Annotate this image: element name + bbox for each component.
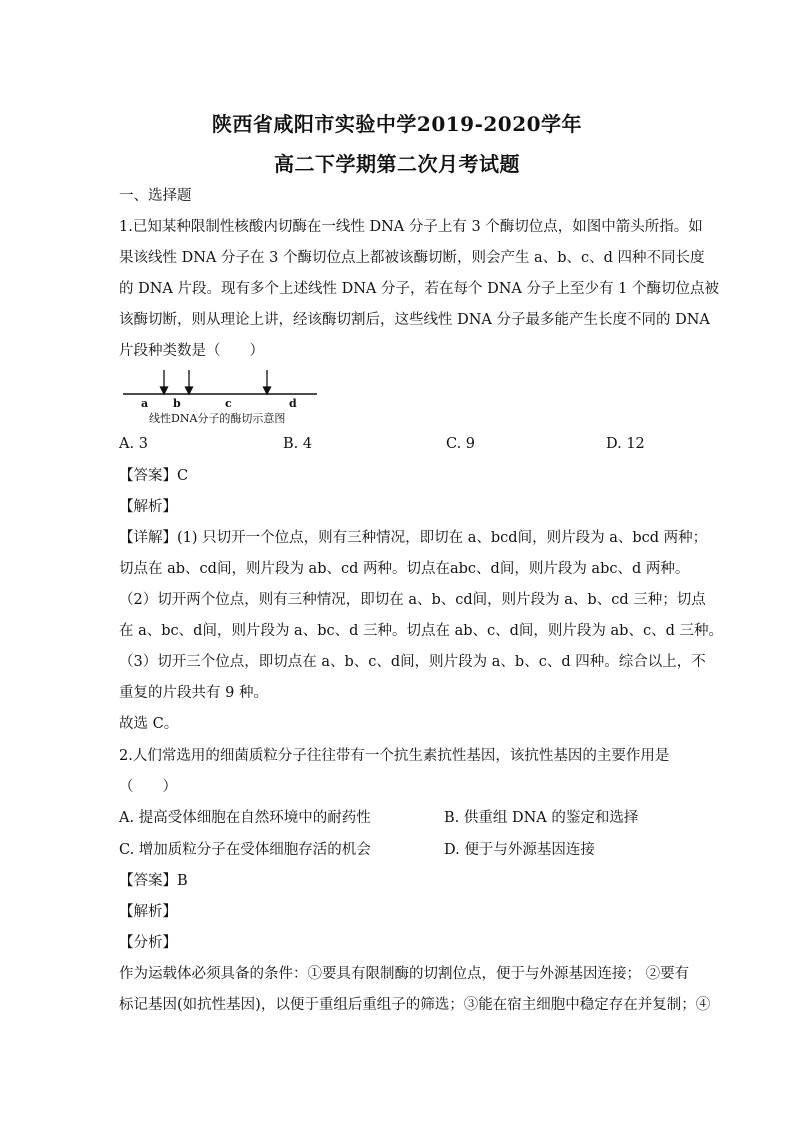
section-heading: 一、选择题 <box>119 188 192 204</box>
q2-fenxi-line: 标记基因(如抗性基因)，以便于重组后重组子的筛选；③能在宿主细胞中稳定存在并复制；④ <box>119 997 711 1013</box>
q2-answer: 【答案】B <box>119 873 188 889</box>
q1-option-b: B. 4 <box>283 436 313 452</box>
q2-option-c: C. 增加质粒分子在受体细胞存活的机会 <box>119 842 371 858</box>
q1-option-d: D. 12 <box>606 436 645 452</box>
q2-text-line: （ ） <box>119 779 177 795</box>
arrow-head <box>186 387 193 394</box>
q1-text-line: 1.已知某种限制性核酸内切酶在一线性 DNA 分子上有 3 个酶切位点，如图中箭头所指。如 <box>119 219 703 235</box>
q2-text-line: 2.人们常选用的细菌质粒分子往往带有一个抗生素抗性基因，该抗性基因的主要作用是 <box>119 748 670 764</box>
q1-detail-line: 在 a、bc、d间，则片段为 a、bc、d 三种。切点在 ab、c、d间，则片段为 ab、c、d 三种。 <box>119 623 723 639</box>
q1-detail-line: （2）切开两个位点，则有三种情况，即切在 a、b、cd间，则片段为 a、b、cd 三种；切点 <box>119 592 706 608</box>
arrow-head <box>161 387 168 394</box>
q1-text-line: 该酶切断，则从理论上讲，经该酶切割后，这些线性 DNA 分子最多能产生长度不同的 DNA <box>119 312 710 328</box>
q2-option-a: A. 提高受体细胞在自然环境中的耐药性 <box>119 810 371 826</box>
q1-text-line: 的 DNA 片段。现有多个上述线性 DNA 分子，若在每个 DNA 分子上至少有 1 个酶切位点被 <box>119 281 719 297</box>
q1-text-line: 果该线性 DNA 分子在 3 个酶切位点上都被该酶切断，则会产生 a、b、c、d 四种不同长度 <box>119 250 705 266</box>
exam-title-line2: 高二下学期第二次月考试题 <box>274 152 520 176</box>
q2-option-d: D. 便于与外源基因连接 <box>444 842 595 858</box>
q2-fenxi-label: 【分析】 <box>119 935 177 951</box>
segment-label-a: a <box>141 397 149 410</box>
q1-detail-line: 故选 C。 <box>119 716 179 732</box>
q1-detail-line: 切点在 ab、cd间，则片段为 ab、cd 两种。切点在abc、d间，则片段为 abc、d 两种。 <box>119 561 690 577</box>
arrow-head <box>264 387 271 394</box>
segment-label-b: b <box>173 397 181 410</box>
diagram-caption: 线性DNA分子的酶切示意图 <box>149 412 286 425</box>
q1-detail-line: （3）切开三个位点，即切点在 a、b、c、d间，则片段为 a、b、c、d 四种。综合以上，不 <box>119 654 706 670</box>
q1-option-a: A. 3 <box>119 436 148 452</box>
q2-fenxi-line: 作为运载体必须具备的条件：①要具有限制酶的切割位点，便于与外源基因连接； ②要有 <box>119 966 690 982</box>
q1-answer: 【答案】C <box>119 468 189 484</box>
q1-analysis-label: 【解析】 <box>119 499 177 515</box>
q1-option-c: C. 9 <box>446 436 476 452</box>
segment-label-c: c <box>225 397 232 410</box>
q1-detail-line: 【详解】(1) 只切开一个位点，则有三种情况，即切在 a、bcd间，则片段为 a、bcd 两种； <box>119 530 708 546</box>
q2-option-b: B. 供重组 DNA 的鉴定和选择 <box>444 810 639 826</box>
q1-detail-line: 重复的片段共有 9 种。 <box>119 685 268 701</box>
q1-text-line: 片段种类数是（ ） <box>119 343 264 359</box>
dna-cut-diagram <box>119 356 319 428</box>
exam-title-line1: 陕西省咸阳市实验中学2019-2020学年 <box>211 112 583 136</box>
q2-analysis-label: 【解析】 <box>119 904 177 920</box>
segment-label-d: d <box>289 397 297 410</box>
